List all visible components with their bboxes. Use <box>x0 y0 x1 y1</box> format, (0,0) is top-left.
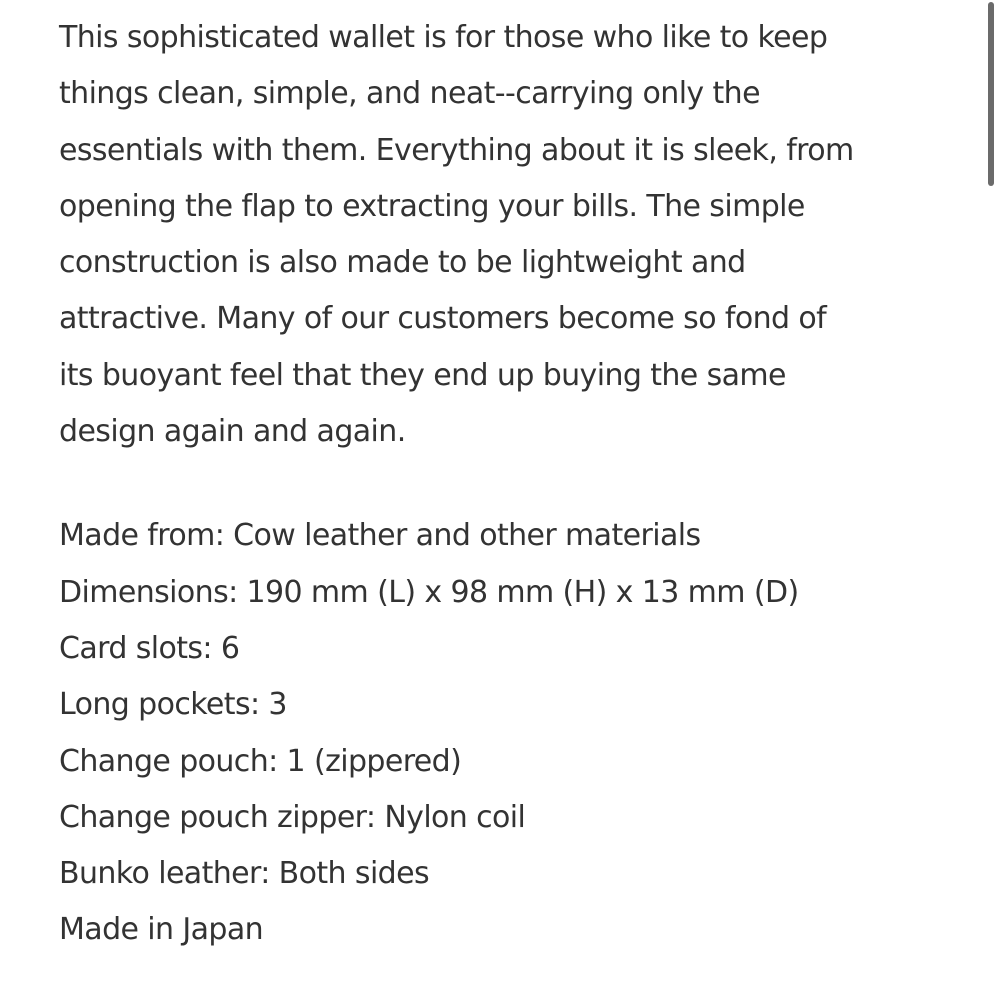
vertical-scrollbar[interactable] <box>988 2 994 186</box>
description-line: construction is also made to be lightweight and <box>59 245 746 281</box>
spec-card-slots: Card slots: 6 <box>59 630 240 666</box>
spec-origin: Made in Japan <box>59 912 264 948</box>
product-content <box>59 10 964 959</box>
description-line: attractive. Many of our customers become so fond of <box>59 301 827 337</box>
spec-dimensions: Dimensions: 190 mm (L) x 98 mm (H) x 13 mm (D) <box>59 574 799 610</box>
spec-change-pouch-zipper: Change pouch zipper: Nylon coil <box>59 799 526 835</box>
spec-material: Made from: Cow leather and other materials <box>59 518 701 554</box>
description-line: opening the flap to extracting your bills. The simple <box>59 188 805 224</box>
spec-change-pouch: Change pouch: 1 (zippered) <box>59 743 462 779</box>
description-line: essentials with them. Everything about it is sleek, from <box>59 132 854 168</box>
description-line: design again and again. <box>59 414 406 450</box>
product-description <box>59 10 964 460</box>
spec-long-pockets: Long pockets: 3 <box>59 687 287 723</box>
spec-bunko-leather: Bunko leather: Both sides <box>59 856 430 892</box>
description-line: its buoyant feel that they end up buying the same <box>59 357 786 393</box>
description-line: things clean, simple, and neat--carrying only the <box>59 76 760 112</box>
description-line: This sophisticated wallet is for those who like to keep <box>59 20 828 55</box>
product-specs <box>59 508 964 958</box>
